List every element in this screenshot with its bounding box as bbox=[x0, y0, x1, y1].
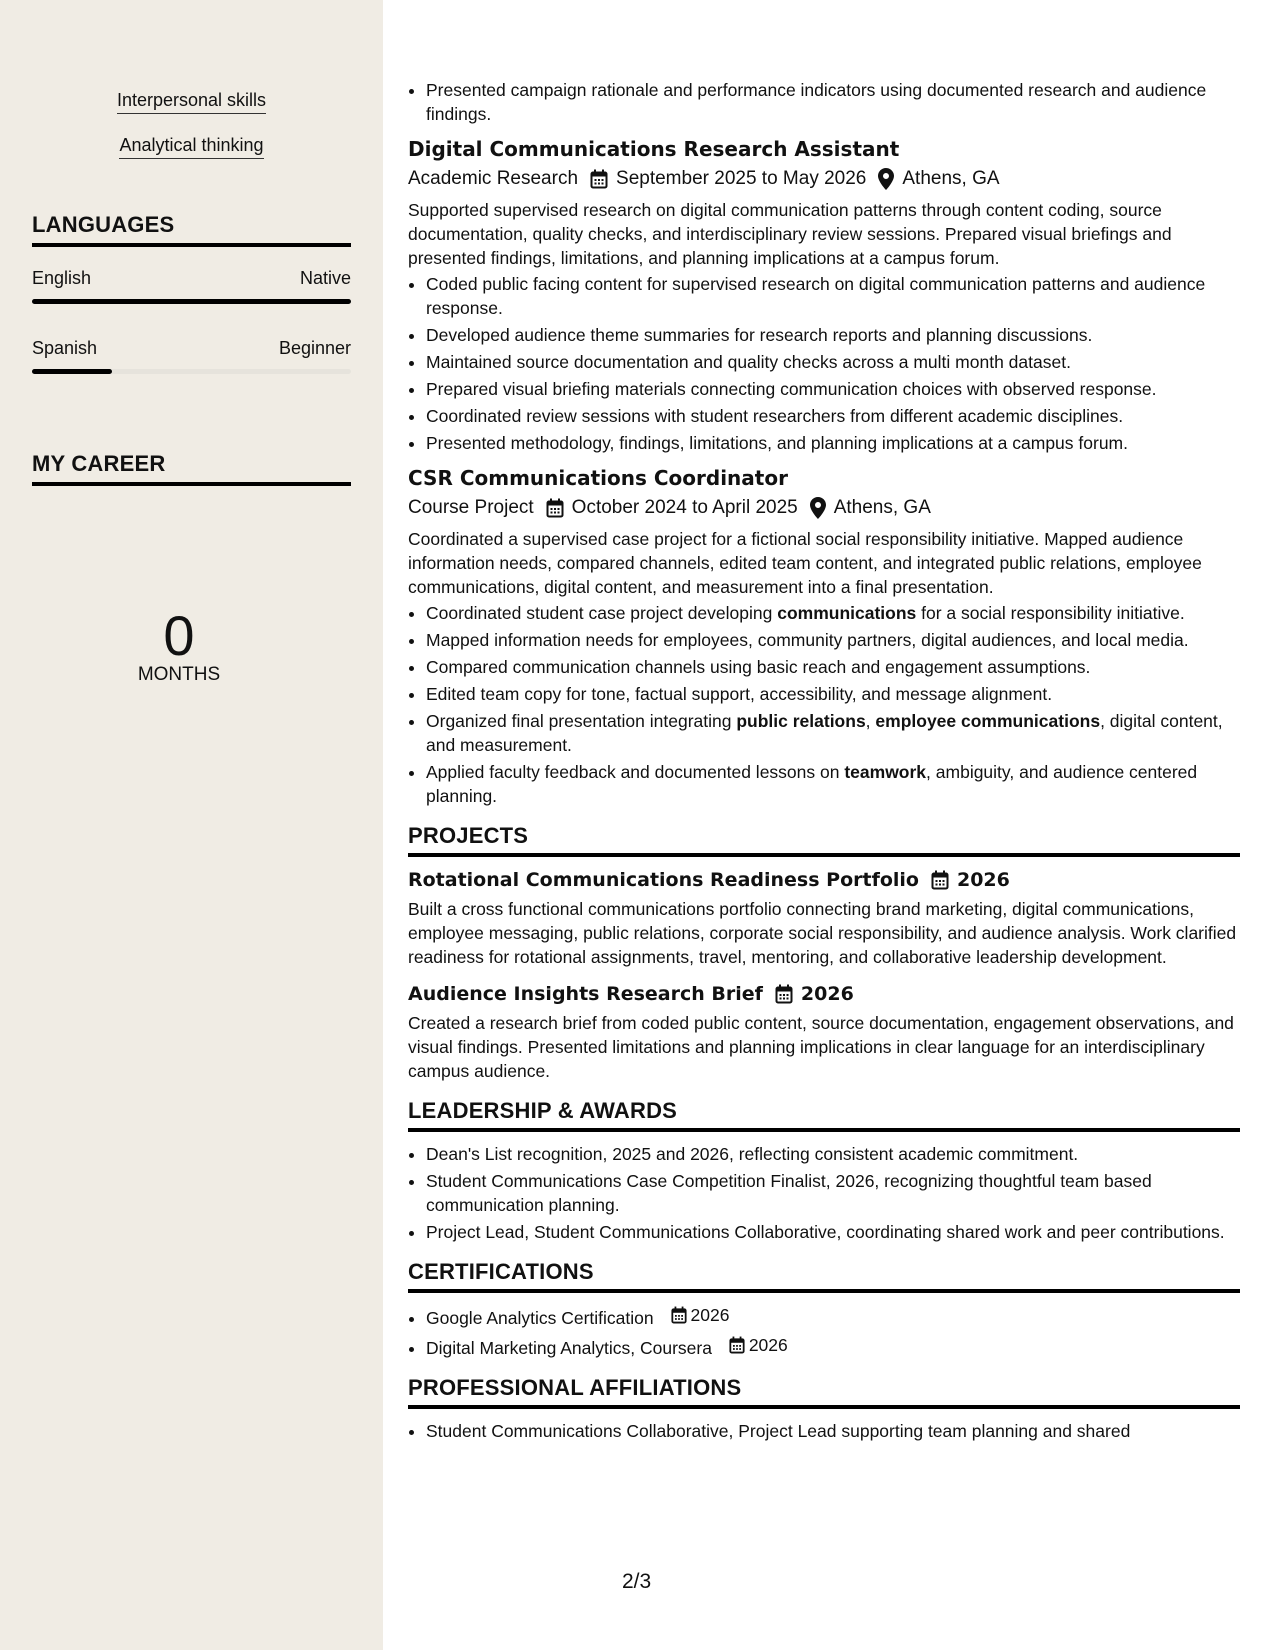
certifications-list bbox=[408, 1303, 1240, 1360]
leadership-heading: LEADERSHIP & AWARDS bbox=[408, 1099, 1240, 1132]
list-item: • Dean's List recognition, 2025 and 2026, reflecting consistent academic commitment. bbox=[426, 1142, 1240, 1166]
list-item: • Student Communications Collaborative, Project Lead supporting team planning and shared bbox=[426, 1419, 1240, 1443]
list-item: • Coordinated student case project developing communications for a social responsibility initiative. bbox=[426, 601, 1240, 625]
language-proficiency-fill bbox=[32, 299, 351, 304]
language-level: Native bbox=[299, 268, 351, 288]
project-title: Audience Insights Research Brief bbox=[408, 983, 763, 1005]
job-description: Supported supervised research on digital communication patterns through content coding, source documentation, quality checks, and interdisciplinary review sessions. Prepared visual briefings and presented findings, limitations, and planning implications at a campus forum. bbox=[408, 200, 1172, 268]
language-proficiency-bar bbox=[32, 299, 351, 304]
project-description: Built a cross functional communications portfolio connecting brand marketing, digital communications, employee messaging, public relations, corporate social responsibility, and audience analysis. Work clarified readiness for rotational assignments, travel, mentoring, and collaborative leadership development. bbox=[408, 899, 1237, 967]
project-description: Created a research brief from coded public content, source documentation, engagement observations, and visual findings. Presented limitations and planning implications in clear language for an interdisciplinary campus audience. bbox=[408, 1013, 1234, 1081]
affiliations-list bbox=[408, 1419, 1240, 1443]
languages-heading: LANGUAGES bbox=[32, 212, 351, 247]
main-content bbox=[408, 78, 1240, 1446]
job-company: Academic Research bbox=[408, 168, 579, 189]
job-meta bbox=[408, 495, 1240, 521]
sidebar bbox=[0, 0, 383, 1650]
calendar-icon bbox=[590, 169, 608, 189]
list-item: • Presented campaign rationale and performance indicators using documented research and audience findings. bbox=[426, 78, 1240, 126]
project-year: 2026 bbox=[800, 983, 854, 1005]
certification-name: Google Analytics Certification bbox=[426, 1308, 654, 1328]
map-pin-icon bbox=[810, 497, 826, 519]
list-item: • Prepared visual briefing materials connecting communication choices with observed response. bbox=[426, 377, 1240, 401]
list-item: • Compared communication channels using basic reach and engagement assumptions. bbox=[426, 655, 1240, 679]
job-dates: September 2025 to May 2026 bbox=[616, 168, 867, 189]
list-item: • Coded public facing content for supervised research on digital communication patterns and audience response. bbox=[426, 272, 1240, 320]
project-title-row bbox=[408, 867, 1240, 893]
job-bullets bbox=[408, 601, 1240, 808]
list-item: • Maintained source documentation and quality checks across a multi month dataset. bbox=[426, 350, 1240, 374]
certification-name: Digital Marketing Analytics, Coursera bbox=[426, 1338, 712, 1358]
job-bullets bbox=[408, 272, 1240, 455]
map-pin-icon bbox=[878, 168, 894, 190]
calendar-icon bbox=[931, 870, 949, 890]
list-item: • Edited team copy for tone, factual support, accessibility, and message alignment. bbox=[426, 682, 1240, 706]
language-proficiency-bar bbox=[32, 369, 351, 374]
language-proficiency-fill bbox=[32, 369, 112, 374]
list-item bbox=[426, 1333, 1240, 1360]
calendar-icon bbox=[775, 984, 793, 1004]
job-location: Athens, GA bbox=[902, 168, 1000, 189]
job-title: CSR Communications Coordinator bbox=[408, 466, 788, 490]
project-title: Rotational Communications Readiness Portfolio bbox=[408, 869, 919, 891]
list-item: • Student Communications Case Competition Finalist, 2026, recognizing thoughtful team based communication planning. bbox=[426, 1169, 1240, 1217]
job-dates: October 2024 to April 2025 bbox=[571, 497, 798, 518]
affiliations-heading: PROFESSIONAL AFFILIATIONS bbox=[408, 1376, 1240, 1409]
list-item: • Coordinated review sessions with student researchers from different academic disciplines. bbox=[426, 404, 1240, 428]
calendar-icon bbox=[546, 498, 564, 518]
job-meta bbox=[408, 166, 1240, 192]
page-number: 2/3 bbox=[622, 1570, 652, 1593]
intro-bullets bbox=[408, 78, 1240, 126]
list-item: • Organized final presentation integrating public relations, employee communications, digital content, and measurement. bbox=[426, 709, 1240, 757]
list-item bbox=[426, 1303, 1240, 1330]
job-company: Course Project bbox=[408, 497, 534, 518]
list-item: • Developed audience theme summaries for research reports and planning discussions. bbox=[426, 323, 1240, 347]
list-item: • Project Lead, Student Communications Collaborative, coordinating shared work and peer contributions. bbox=[426, 1220, 1240, 1244]
language-level: Beginner bbox=[278, 338, 351, 358]
language-row bbox=[32, 338, 351, 359]
calendar-icon bbox=[729, 1336, 745, 1354]
skill-tag: Interpersonal skills bbox=[0, 89, 383, 111]
projects-heading: PROJECTS bbox=[408, 824, 1240, 857]
career-heading: MY CAREER bbox=[32, 451, 351, 486]
language-name: Spanish bbox=[32, 338, 98, 358]
list-item: • Mapped information needs for employees, community partners, digital audiences, and local media. bbox=[426, 628, 1240, 652]
project-year: 2026 bbox=[956, 869, 1010, 891]
certification-year: 2026 bbox=[748, 1335, 788, 1355]
certifications-heading: CERTIFICATIONS bbox=[408, 1260, 1240, 1293]
job-description: Coordinated a supervised case project for a fictional social responsibility initiative. Mapped audience information needs, compared channels, edited team content, and integrated public relations, employee communications, digital content, and measurement into a final presentation. bbox=[408, 529, 1202, 597]
leadership-list bbox=[408, 1142, 1240, 1244]
calendar-icon bbox=[671, 1306, 687, 1324]
job-title: Digital Communications Research Assistant bbox=[408, 137, 900, 161]
certification-year: 2026 bbox=[690, 1305, 730, 1325]
list-item: • Applied faculty feedback and documented lessons on teamwork, ambiguity, and audience centered planning. bbox=[426, 760, 1240, 808]
language-row bbox=[32, 268, 351, 289]
job-location: Athens, GA bbox=[833, 497, 931, 518]
career-duration-value: 0 bbox=[163, 604, 195, 667]
project-title-row bbox=[408, 981, 1240, 1007]
language-name: English bbox=[32, 268, 92, 288]
list-item: • Presented methodology, findings, limitations, and planning implications at a campus forum. bbox=[426, 431, 1240, 455]
skill-tag: Analytical thinking bbox=[0, 134, 383, 156]
career-duration-unit: MONTHS bbox=[137, 664, 221, 685]
